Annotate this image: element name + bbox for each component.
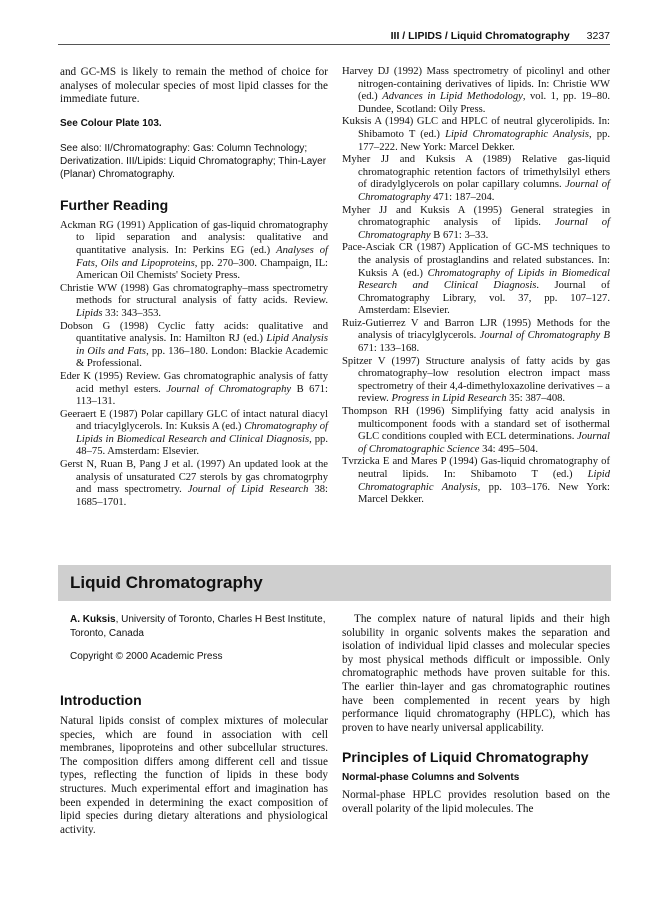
closing-paragraph: and GC-MS is likely to remain the method of choice for analyses of molecular species of most lipid classes for the immediate future. (60, 66, 328, 106)
reference-citation: 471: 187–204. (430, 191, 495, 203)
reference-citation: . Journal of Chromatography Library, vol. 37, pp. 107–127. Amsterdam: Elsevier. (358, 280, 610, 317)
reference-citation: 671: 133–168. (358, 343, 420, 355)
reference-citation: B 671: 3–33. (430, 229, 489, 241)
article-title-banner (58, 565, 611, 601)
right-column-bottom (342, 613, 610, 817)
reference-source: Journal of Chromatography (358, 217, 610, 241)
left-column-top (60, 66, 328, 509)
references-left (60, 220, 328, 510)
reference-item (342, 205, 610, 243)
colour-plate-note: See Colour Plate 103. (60, 117, 162, 129)
see-also-label: See also: (60, 142, 102, 154)
reference-text: Tvrzicka E and Mares P (1994) Gas-liquid chromatography of neutral lipids. In: Shibamoto T (ed.) (342, 456, 610, 480)
normal-phase-text: Normal-phase HPLC provides resolution based on the overall polarity of the lipid molecules. The (342, 789, 610, 815)
author-name: A. Kuksis (70, 614, 116, 625)
reference-source: Lipid Analysis in Oils and Fats (76, 333, 328, 357)
reference-item (60, 220, 328, 283)
reference-text: Kuksis A (1994) GLC and HPLC of neutral glycerolipids. In: Shibamoto T (ed.) (342, 116, 610, 140)
article-title: Liquid Chromatography (70, 573, 263, 592)
reference-text: Christie WW (1998) Gas chromatography–mass spectrometry methods for structural analysis of fatty acids. Review. (60, 282, 328, 307)
reference-source: Journal of Chromatography (166, 383, 292, 395)
reference-text: Spitzer V (1997) Structure analysis of fatty acids by gas chromatography–low resolution electron impact mass spectrometry of their 4,4-dimethyloxazoline derivatives – a review. (342, 355, 610, 405)
reference-item (342, 318, 610, 356)
reference-item (342, 116, 610, 154)
header-rule (58, 44, 610, 45)
reference-citation: , pp. 177–222. New York: Marcel Dekker. (358, 128, 610, 153)
copyright: Copyright © 2000 Academic Press (70, 651, 223, 662)
reference-item (342, 356, 610, 406)
reference-item (342, 66, 610, 116)
see-also-links[interactable]: II/Chromatography: Gas: Column Technology; Derivatization. III/Lipids: Liquid Chromatography; Thin-Layer (Planar) Chromatography. (60, 142, 327, 180)
reference-source: Chromatography of Lipids in Biomedical Research and Clinical Diagnosis (76, 421, 328, 445)
reference-source: Progress in Lipid Research (391, 393, 507, 405)
see-also (60, 142, 328, 181)
reference-source: Journal of Chromatography B (479, 330, 610, 342)
reference-item (60, 321, 328, 371)
reference-source: Journal of Chromatography (358, 179, 610, 203)
reference-source: Advances in Lipid Methodology (382, 91, 523, 103)
reference-citation: , vol. 1, pp. 19–80. Dundee, Scotland: Oily Press. (358, 91, 611, 115)
reference-text: Harvey DJ (1992) Mass spectrometry of picolinyl and other nitrogen-containing derivatives of lipids. In: Christie WW (ed.) (342, 66, 610, 103)
reference-citation: , pp. 270–300. Champaign, IL: American Oil Chemists' Society Press. (76, 257, 328, 282)
reference-item (60, 409, 328, 459)
reference-source: Lipid Chromatographic Analysis (358, 469, 610, 493)
author-line (70, 613, 328, 641)
reference-citation: 38: 1685–1701. (76, 484, 328, 508)
reference-citation: 35: 387–408. (506, 393, 566, 405)
reference-text: Dobson G (1998) Cyclic fatty acids: qualitative and quantitative analysis. In: Hamilton RJ (ed.) (60, 320, 328, 345)
intro-paragraph-2: The complex nature of natural lipids and their high solubility in organic solvents makes the separation and isolation of individual lipid classes and molecular species by most physical methods difficult or impossible. Only chromatographic methods have proven suitable for this. The earlier thin-layer and gas chromatographic routines have been complemented in recent years by high performance liquid chromatography (HPLC), which has proven to have nearly universal applicability. (342, 613, 610, 734)
reference-item (342, 456, 610, 506)
reference-citation: , pp. 136–180. London: Blackie Academic & Professional. (76, 345, 329, 370)
reference-text: Geeraert E (1987) Polar capillary GLC of intact natural diacyl and triacylglycerols. In: Kuksis A (ed.) (60, 408, 328, 433)
normal-phase-subheading: Normal-phase Columns and Solvents (342, 772, 520, 784)
reference-citation: , pp. 48–75. Amsterdam: Elsevier. (76, 433, 328, 458)
page-number: 3237 (586, 30, 610, 42)
left-column-bottom (60, 613, 328, 837)
reference-item (342, 242, 610, 318)
reference-item (342, 154, 610, 204)
reference-source: Journal of Lipid Research (187, 484, 309, 496)
references-right (342, 66, 610, 507)
reference-source: Lipid Chromatographic Analysis (445, 128, 589, 140)
reference-citation: 33: 343–353. (102, 307, 162, 319)
reference-text: Myher JJ and Kuksis A (1995) General strategies in chromatographic analysis of lipids. (342, 204, 610, 229)
reference-source: Lipids (76, 307, 103, 319)
reference-text: Pace-Asciak CR (1987) Application of GC-MS techniques to the analysis of prostaglandins and related substances. In: Kuksis A (ed.) (342, 242, 610, 279)
reference-text: Eder K (1995) Review. Gas chromatographic analysis of fatty acid methyl esters. (60, 370, 328, 395)
reference-citation: 34: 495–504. (479, 443, 538, 455)
reference-text: Gerst N, Ruan B, Pang J et al. (1997) An updated look at the analysis of unsaturated C27 sterols by gas chromatogrphy and mass spectrometry. (60, 459, 328, 496)
reference-item (60, 459, 328, 509)
introduction-text: Natural lipids consist of complex mixtures of molecular species, which are found in association with cell membranes, lipoproteins and other subcellular structures. The composition differs among different cell and tissue types, reflecting the function of lipids in these body structures. Much experimental effort and imagination has been expended in determining the exact composition of lipid species during dietary alterations and physiological activity. (60, 715, 328, 836)
reference-text: Ruiz-Gutierrez V and Barron LJR (1995) Methods for the analysis of triacylglycerols. (342, 317, 610, 342)
principles-heading: Principles of Liquid Chromatography (342, 749, 589, 766)
reference-text: Thompson RH (1996) Simplifying fatty acid analysis in multicomponent foods with a standard set of isothermal GLC conditions coupled with ECL determinations. (342, 406, 610, 443)
reference-source: Chromatography of Lipids in Biomedical Research and Clinical Diagnosis (358, 267, 610, 292)
reference-item (342, 406, 610, 456)
reference-source: Analyses of Fats, Oils and Lipoproteins (76, 244, 328, 269)
reference-text: Ackman RG (1991) Application of gas-liquid chromatography to lipid separation and analysis: qualitative and quantitative analysis. In: Perkins EG (ed.) (60, 219, 328, 256)
right-column-top (342, 66, 610, 507)
reference-source: Journal of Chromatographic Science (358, 431, 610, 455)
reference-item (60, 283, 328, 321)
reference-citation: B 671: 113–131. (76, 383, 328, 408)
running-title: III / LIPIDS / Liquid Chromatography (390, 30, 570, 42)
introduction-heading: Introduction (60, 692, 142, 708)
reference-text: Myher JJ and Kuksis A (1989) Relative gas-liquid chromatographic retention factors of trimethylsilyl ethers of diradylglycerols on polar capillary columns. (342, 154, 610, 191)
reference-item (60, 371, 328, 409)
further-reading-heading: Further Reading (60, 196, 169, 213)
running-head (391, 30, 610, 42)
reference-citation: , pp. 103–176. New York: Marcel Dekker. (358, 481, 610, 506)
author-affiliation: , University of Toronto, Charles H Best Institute, Toronto, Canada (70, 614, 326, 639)
